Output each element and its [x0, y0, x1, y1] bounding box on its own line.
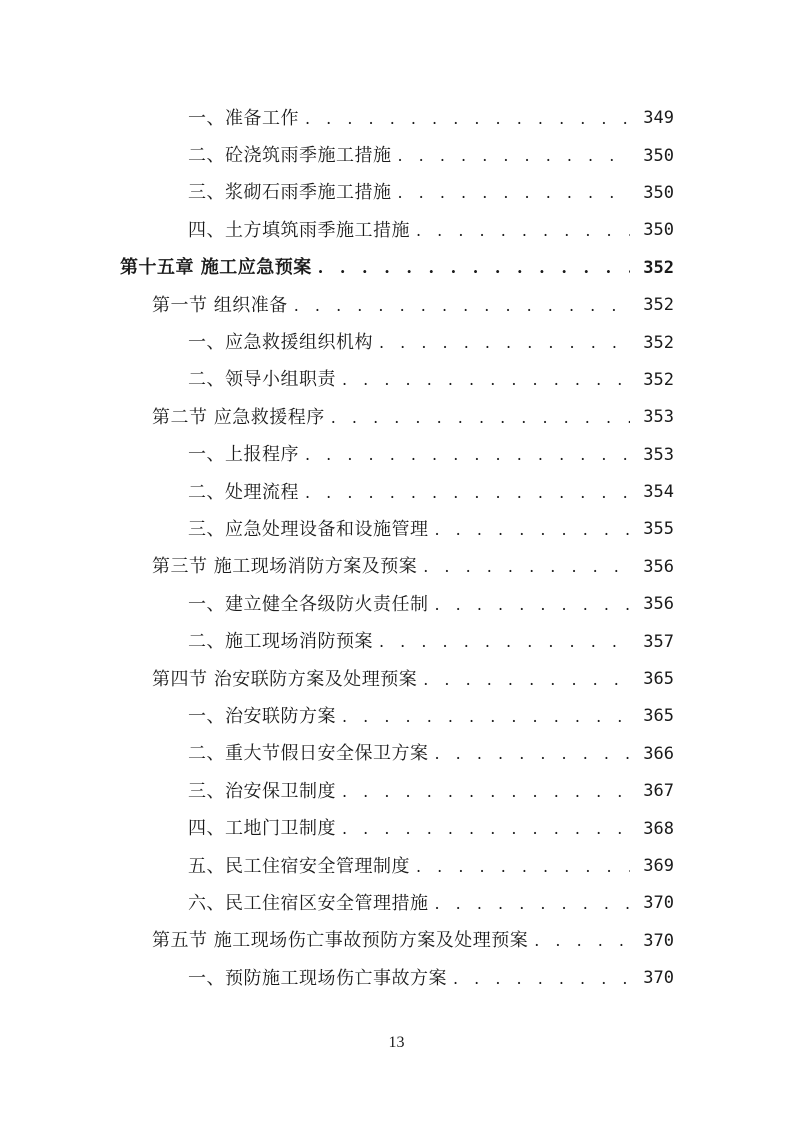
dot-leader — [318, 260, 630, 276]
toc-entry-title: 一、治安联防方案 — [188, 705, 336, 727]
toc-section-title: 第一节 组织准备 — [152, 294, 288, 316]
toc-entry[interactable] — [0, 137, 793, 174]
toc-entry-title: 二、砼浇筑雨季施工措施 — [188, 145, 392, 167]
toc-entry-page: 352 — [643, 369, 674, 390]
toc-section-entry[interactable] — [0, 923, 793, 960]
dot-leader — [331, 410, 630, 426]
toc-entry[interactable] — [0, 623, 793, 660]
dot-leader — [305, 447, 630, 463]
dot-leader — [453, 971, 630, 987]
toc-entry[interactable] — [0, 736, 793, 773]
dot-leader — [423, 559, 630, 575]
toc-entry[interactable] — [0, 324, 793, 361]
toc-entry[interactable] — [0, 511, 793, 548]
toc-entry-page: 357 — [643, 631, 674, 652]
dot-leader — [435, 896, 631, 912]
toc-entry-title: 一、准备工作 — [188, 107, 299, 129]
toc-section-page: 365 — [643, 669, 674, 690]
toc-entry-page: 368 — [643, 818, 674, 839]
toc-section-title: 第五节 施工现场伤亡事故预防方案及处理预案 — [152, 930, 529, 952]
toc-section-entry[interactable] — [0, 399, 793, 436]
toc-entry-page: 349 — [643, 108, 674, 129]
toc-entry-title: 四、土方填筑雨季施工措施 — [188, 219, 410, 241]
toc-entry[interactable] — [0, 885, 793, 922]
toc-section-title: 第三节 施工现场消防方案及预案 — [152, 556, 418, 578]
toc-entry-title: 二、施工现场消防预案 — [188, 631, 373, 653]
toc-entry[interactable] — [0, 848, 793, 885]
toc-entry[interactable] — [0, 586, 793, 623]
toc-section-page: 370 — [643, 930, 674, 951]
toc-section-title: 第四节 治安联防方案及处理预案 — [152, 668, 418, 690]
toc-entry-page: 365 — [643, 706, 674, 727]
page-number: 13 — [388, 1034, 405, 1051]
dot-leader — [423, 672, 630, 688]
toc-entry[interactable] — [0, 474, 793, 511]
toc-entry-title: 一、预防施工现场伤亡事故方案 — [188, 967, 447, 989]
toc-entry[interactable] — [0, 698, 793, 735]
dot-leader — [342, 372, 630, 388]
toc-entry-page: 350 — [643, 182, 674, 203]
toc-chapter-title: 第十五章 施工应急预案 — [120, 257, 312, 279]
toc-entry[interactable] — [0, 100, 793, 137]
toc-entry-page: 353 — [643, 444, 674, 465]
toc-entry-title: 二、重大节假日安全保卫方案 — [188, 743, 429, 765]
toc-entry[interactable] — [0, 437, 793, 474]
toc-entry-page: 356 — [643, 594, 674, 615]
dot-leader — [305, 111, 630, 127]
dot-leader — [379, 634, 630, 650]
dot-leader — [305, 485, 630, 501]
dot-leader — [416, 859, 630, 875]
toc-entry-title: 三、应急处理设备和设施管理 — [188, 518, 429, 540]
toc-entry[interactable] — [0, 212, 793, 249]
toc-entry-title: 五、民工住宿安全管理制度 — [188, 855, 410, 877]
toc-entry[interactable] — [0, 960, 793, 997]
toc-entry[interactable] — [0, 810, 793, 847]
toc-entry-page: 370 — [643, 968, 674, 989]
dot-leader — [342, 784, 630, 800]
toc-entry-title: 四、工地门卫制度 — [188, 818, 336, 840]
toc-section-entry[interactable] — [0, 549, 793, 586]
toc-section-entry[interactable] — [0, 661, 793, 698]
dot-leader — [534, 933, 630, 949]
dot-leader — [342, 709, 630, 725]
toc-entry-page: 369 — [643, 856, 674, 876]
toc-chapter-page: 352 — [643, 257, 674, 278]
dot-leader — [294, 298, 630, 314]
toc-entry[interactable] — [0, 362, 793, 399]
toc-entry-page: 352 — [643, 332, 674, 353]
toc-entry-title: 二、处理流程 — [188, 481, 299, 503]
dot-leader — [435, 746, 631, 762]
toc-entry[interactable] — [0, 773, 793, 810]
toc-entry-page: 366 — [643, 743, 674, 764]
toc-entry-title: 一、上报程序 — [188, 444, 299, 466]
toc-entry-page: 350 — [643, 145, 674, 166]
dot-leader — [435, 597, 631, 613]
toc-section-page: 356 — [643, 556, 674, 577]
dot-leader — [416, 223, 630, 239]
toc-entry-title: 三、浆砌石雨季施工措施 — [188, 182, 392, 204]
toc-entry-page: 367 — [643, 781, 674, 802]
toc-entry-page: 370 — [643, 893, 674, 914]
toc-entry-title: 六、民工住宿区安全管理措施 — [188, 892, 429, 914]
toc-entry-title: 一、建立健全各级防火责任制 — [188, 593, 429, 615]
toc-entry[interactable] — [0, 175, 793, 212]
toc-section-title: 第二节 应急救援程序 — [152, 406, 325, 428]
toc-entry-page: 354 — [643, 482, 674, 503]
dot-leader — [342, 821, 630, 837]
dot-leader — [398, 148, 631, 164]
toc-entry-page: 355 — [643, 519, 674, 540]
toc-entry-title: 二、领导小组职责 — [188, 369, 336, 391]
toc-section-page: 352 — [643, 295, 674, 316]
toc-section-entry[interactable] — [0, 287, 793, 324]
table-of-contents — [0, 100, 793, 997]
toc-entry-page: 350 — [643, 220, 674, 241]
toc-entry-title: 一、应急救援组织机构 — [188, 332, 373, 354]
toc-chapter-entry[interactable] — [0, 250, 793, 287]
dot-leader — [435, 522, 631, 538]
toc-entry-title: 三、治安保卫制度 — [188, 780, 336, 802]
dot-leader — [398, 185, 631, 201]
dot-leader — [379, 335, 630, 351]
toc-section-page: 353 — [643, 407, 674, 428]
